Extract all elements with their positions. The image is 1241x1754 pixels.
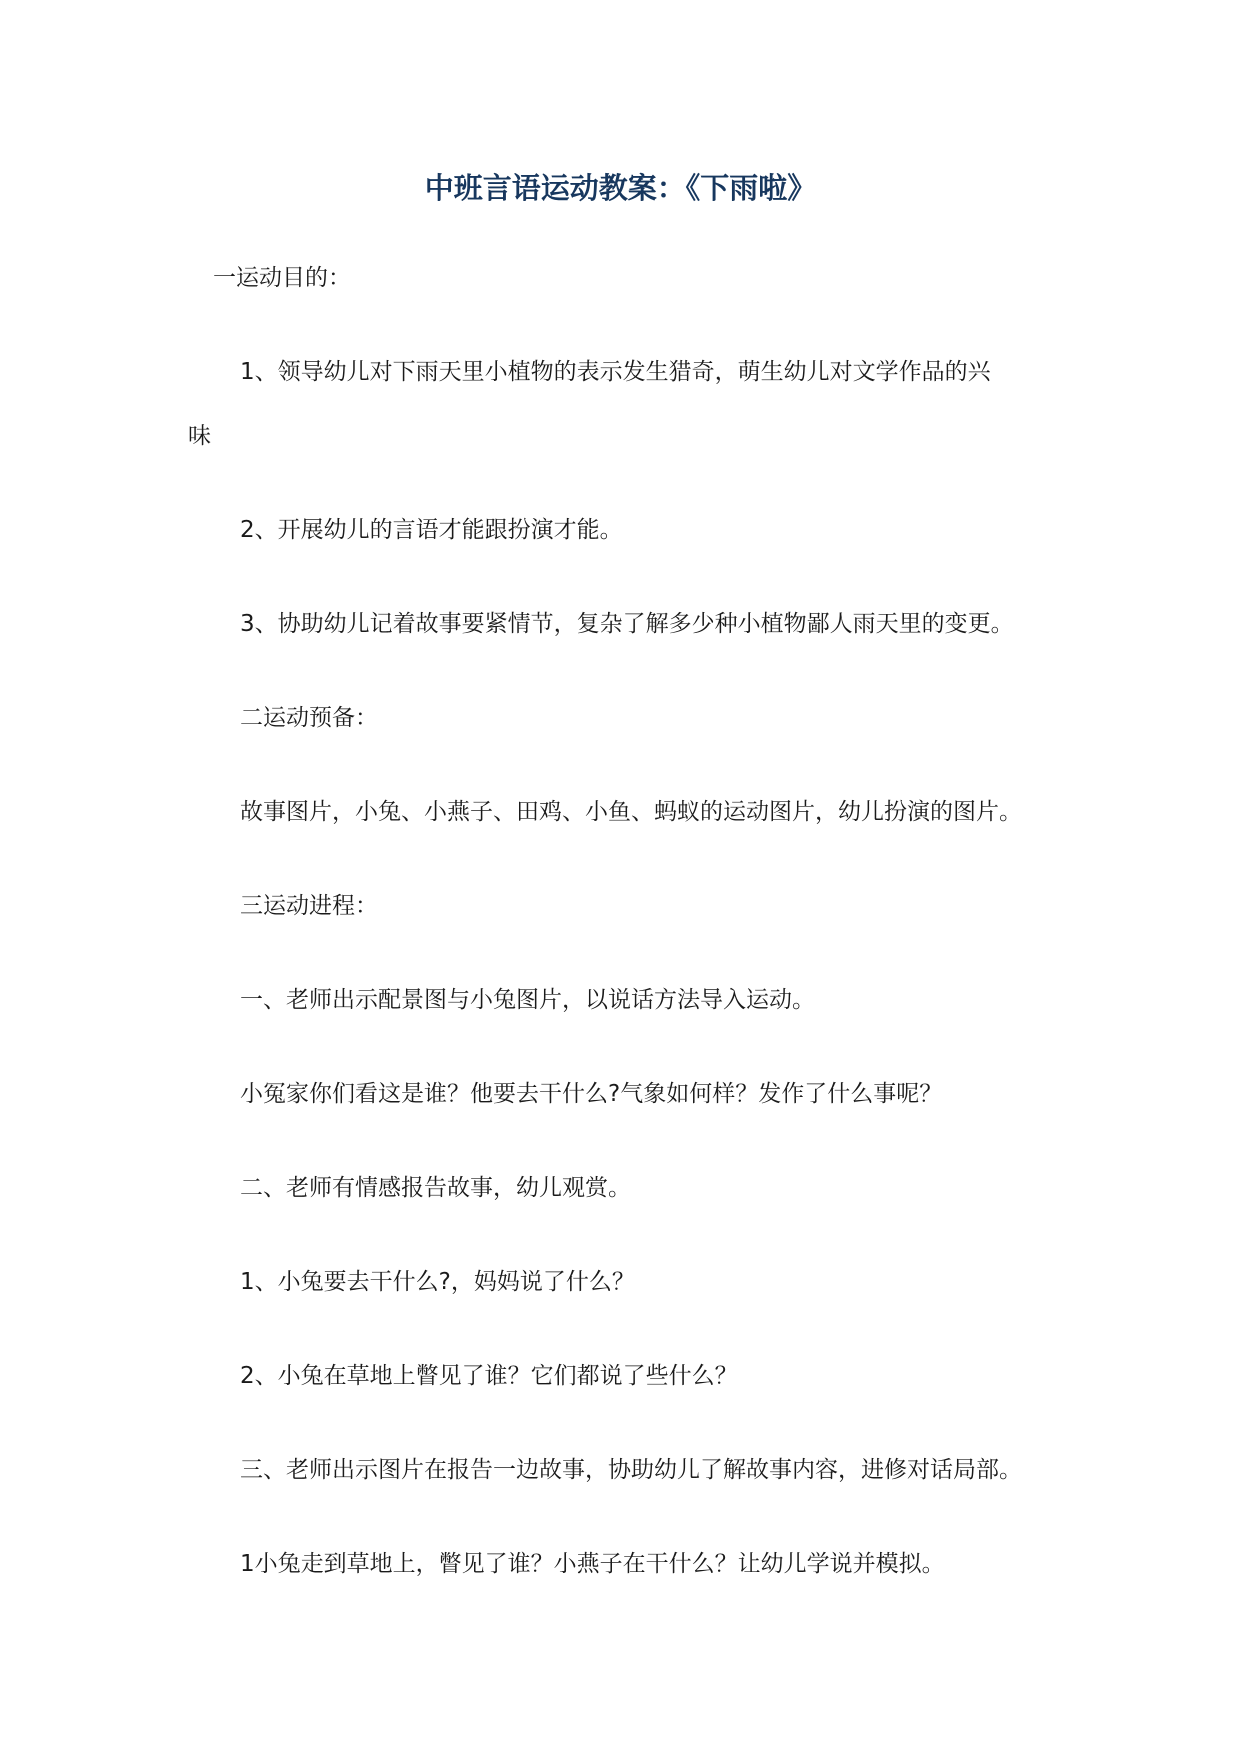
paragraph-line: 2、小兔在草地上瞥见了谁？它们都说了些什么？: [240, 1363, 738, 1389]
paragraph-line: 1、领导幼儿对下雨天里小植物的表示发生猎奇，萌生幼儿对文学作品的兴: [240, 359, 991, 385]
paragraph-line: 小冤家你们看这是谁？他要去干什么?气象如何样？发作了什么事呢？: [240, 1081, 943, 1107]
document-title: 中班言语运动教案：《下雨啦》: [424, 171, 817, 205]
paragraph-line: 故事图片，小兔、小燕子、田鸡、小鱼、蚂蚁的运动图片，幼儿扮演的图片。: [240, 799, 1022, 825]
paragraph-line: 3、协助幼儿记着故事要紧情节，复杂了解多少种小植物鄙人雨天里的变更。: [240, 611, 1014, 637]
paragraph-line: 一、老师出示配景图与小兔图片，以说话方法导入运动。: [240, 987, 815, 1013]
paragraph-line: 2、开展幼儿的言语才能跟扮演才能。: [240, 517, 623, 543]
paragraph-line: 三、老师出示图片在报告一边故事，协助幼儿了解故事内容，进修对话局部。: [240, 1457, 1022, 1483]
section-heading-preparation: 二运动预备：: [240, 705, 378, 731]
paragraph-line: 1小兔走到草地上，瞥见了谁？小燕子在干什么？让幼儿学说并模拟。: [240, 1551, 945, 1577]
paragraph-line: 1、小兔要去干什么?，妈妈说了什么？: [240, 1269, 635, 1295]
section-heading-objectives: 一运动目的：: [213, 265, 351, 291]
paragraph-line: 二、老师有情感报告故事，幼儿观赏。: [240, 1175, 631, 1201]
paragraph-line-wrap: 味: [188, 423, 211, 449]
section-heading-process: 三运动进程：: [240, 893, 378, 919]
